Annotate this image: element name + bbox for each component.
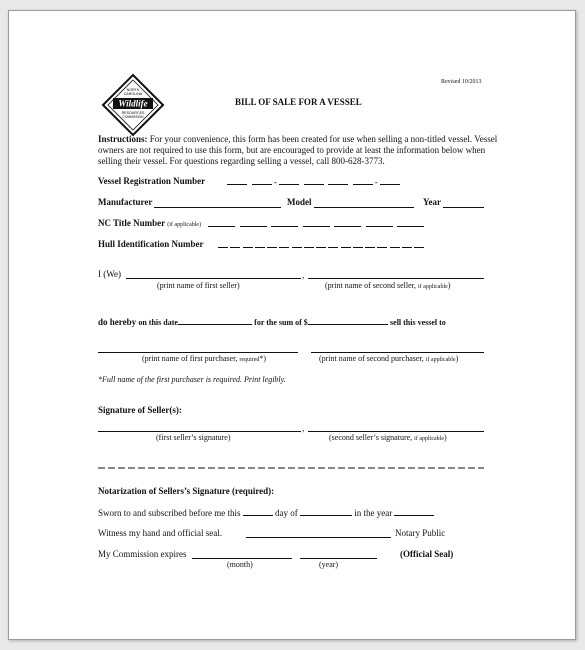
purchaser-footnote: *Full name of the first purchaser is required. Print legibly. [98,375,286,384]
day-of-text: day of [274,508,298,518]
form-title: BILL OF SALE FOR A VESSEL [235,97,362,107]
logo-word-2: CAROLINA [123,92,143,96]
do-hereby-text: do hereby [98,317,137,327]
first-seller-name-field[interactable] [126,278,301,279]
commission-month-field[interactable] [192,558,292,559]
revised-date: Revised 10/2013 [441,79,482,85]
sale-date-field[interactable] [178,316,252,325]
dashed-separator [98,466,484,470]
first-purchaser-note: required [239,357,260,363]
second-purchaser-caption [319,354,458,363]
logo-word-5: COMMISSION [122,115,144,119]
instructions-label: Instructions: [98,134,148,144]
sworn-statement [98,507,434,518]
nc-title-field[interactable] [208,218,424,229]
instructions-block [98,134,503,167]
hull-id-label: Hull Identification Number [98,239,204,249]
logo-word-4: RESOURCES [121,111,145,115]
signature-heading: Signature of Seller(s): [98,405,182,415]
model-field[interactable] [314,207,414,208]
year-label: Year [423,197,441,207]
sworn-text: Sworn to and subscribed before me this [98,508,241,518]
on-this-date-text: on this date [138,318,178,327]
logo-word-1: NORTH [126,88,140,92]
manufacturer-field[interactable] [154,207,281,208]
first-signature-caption: (first seller’s signature) [156,433,231,442]
model-label: Model [287,197,312,207]
instructions-text: For your convenience, this form has been created for use when selling a non-titled vessel. Vessel owners are not required to use this form, but are encouraged to provide at least the information below when selling their vessel. For questions regarding selling a vessel, call 800-628-3773. [98,134,498,166]
second-seller-signature-field[interactable] [308,431,484,432]
wildlife-commission-logo [101,73,165,137]
second-purchaser-note: if applicable [425,357,456,363]
sworn-year-field[interactable] [394,507,434,516]
month-caption: (month) [227,560,253,569]
nc-title-label [98,218,201,228]
in-the-year-text: in the year [354,508,393,518]
second-seller-close: ) [447,281,451,290]
second-seller-name-field[interactable] [308,278,484,279]
second-purchaser-name-field[interactable] [311,352,484,353]
first-purchaser-caption-text: (print name of first purchaser, [142,354,238,363]
hull-id-field[interactable] [218,239,424,250]
notary-public-label: Notary Public [395,528,446,538]
registration-label: Vessel Registration Number [98,176,206,186]
sworn-month-field[interactable] [300,507,352,516]
commission-year-field[interactable] [300,558,377,559]
sworn-day-field[interactable] [243,507,273,516]
second-purchaser-close: ) [455,354,459,363]
comma-separator: , [302,270,305,280]
first-purchaser-caption [142,354,266,363]
registration-field[interactable]: - - [227,176,400,187]
witness-text: Witness my hand and official seal. [98,528,222,538]
first-purchaser-close: *) [259,354,267,363]
year-field[interactable] [443,207,484,208]
second-signature-note: if applicable [414,436,444,442]
form-page [8,10,576,640]
notary-heading: Notarization of Sellers’s Signature (required): [98,486,275,496]
notary-signature-field[interactable] [246,537,391,538]
for-sum-text: for the sum of $ [254,318,308,327]
second-seller-caption [325,281,450,290]
nc-title-text: NC Title Number [98,218,166,228]
logo-word-3: Wildlife [118,98,148,109]
first-seller-caption: (print name of first seller) [157,281,240,290]
sell-text: sell this vessel to [390,318,446,327]
second-signature-caption-text: (second seller’s signature, [329,433,413,442]
sale-statement [98,316,446,327]
second-signature-caption [329,433,447,442]
year-caption: (year) [319,560,339,569]
second-seller-caption-text: (print name of second seller, [325,281,416,290]
sale-amount-field[interactable] [308,316,388,325]
second-signature-close: ) [444,433,447,442]
first-purchaser-name-field[interactable] [98,352,298,353]
commission-label: My Commission expires [98,549,187,559]
second-seller-note: if applicable [417,284,448,290]
signature-comma: , [302,423,305,433]
official-seal-label: (Official Seal) [400,549,454,559]
manufacturer-label: Manufacturer [98,197,153,207]
i-we-label: I (We) [98,269,122,279]
second-purchaser-caption-text: (print name of second purchaser, [319,354,424,363]
first-seller-signature-field[interactable] [98,431,301,432]
nc-title-note: (if applicable) [167,222,202,228]
